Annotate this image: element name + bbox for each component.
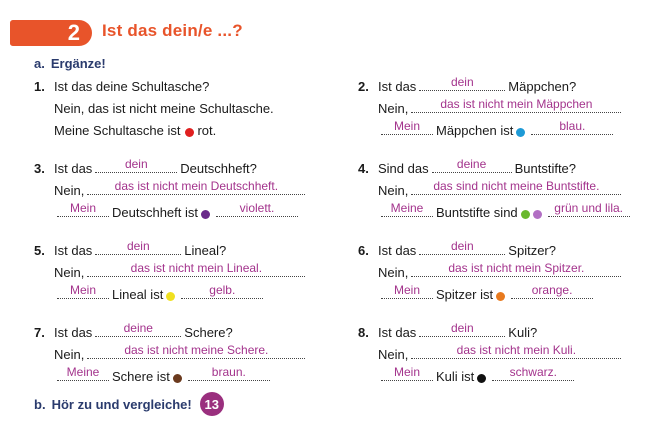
question-line bbox=[34, 322, 233, 340]
color-dot bbox=[185, 128, 194, 137]
question-line bbox=[34, 240, 226, 258]
fill-blank-color[interactable]: schwarz. bbox=[492, 365, 574, 381]
nein-text: Nein, bbox=[378, 265, 409, 280]
question-text: Ist das bbox=[54, 325, 93, 340]
fill-blank-answer[interactable]: das ist nicht mein Mäppchen bbox=[411, 97, 621, 113]
color-line bbox=[54, 366, 273, 384]
fill-blank-color[interactable]: orange. bbox=[511, 283, 593, 299]
color-dot bbox=[201, 210, 210, 219]
fill-blank-possessive[interactable]: Mein bbox=[381, 283, 433, 299]
fill-blank-possessive[interactable]: Mein bbox=[57, 201, 109, 217]
question-line bbox=[358, 158, 576, 176]
answer-line bbox=[54, 180, 308, 198]
audio-track-badge[interactable]: 13 bbox=[200, 392, 224, 416]
fill-blank-possessive[interactable]: dein bbox=[419, 321, 505, 337]
fill-blank-color[interactable]: braun. bbox=[188, 365, 270, 381]
color-sentence: Mäppchen ist bbox=[436, 123, 514, 138]
color-sentence: Buntstifte sind bbox=[436, 205, 518, 220]
color-sentence: Kuli ist bbox=[436, 369, 475, 384]
nein-text: Nein, bbox=[54, 347, 85, 362]
fill-blank-color[interactable]: gelb. bbox=[181, 283, 263, 299]
section-b-label: b. bbox=[34, 396, 46, 412]
question-line bbox=[34, 158, 257, 176]
question-text: Ist das deine Schultasche? bbox=[54, 79, 210, 94]
section-a-heading bbox=[34, 56, 106, 71]
question-noun: Buntstifte? bbox=[514, 161, 577, 176]
color-line bbox=[378, 284, 596, 302]
fill-blank-answer[interactable]: das ist nicht mein Spitzer. bbox=[411, 261, 621, 277]
exercise-number: 8. bbox=[358, 325, 369, 340]
answer-line bbox=[54, 262, 308, 280]
fill-blank-answer[interactable]: das sind nicht meine Buntstifte. bbox=[411, 179, 621, 195]
nein-text: Nein, bbox=[378, 347, 409, 362]
question-noun: Schere? bbox=[184, 325, 233, 340]
fill-blank-color[interactable]: grün und lila. bbox=[548, 201, 630, 217]
exercise-number-badge: 2 bbox=[10, 20, 92, 46]
color-line bbox=[378, 202, 633, 220]
question-noun: Mäppchen? bbox=[508, 79, 577, 94]
color-word: rot. bbox=[197, 123, 217, 138]
fill-blank-possessive[interactable]: Mein bbox=[57, 283, 109, 299]
color-sentence: Deutschheft ist bbox=[112, 205, 198, 220]
color-sentence: Schere ist bbox=[112, 369, 170, 384]
exercise-header bbox=[10, 18, 340, 48]
question-noun: Deutschheft? bbox=[180, 161, 257, 176]
section-b-text: Hör zu und vergleiche! bbox=[51, 396, 192, 412]
color-dot bbox=[521, 210, 530, 219]
question-line bbox=[358, 240, 556, 258]
question-line bbox=[358, 76, 576, 94]
question-text: Ist das bbox=[54, 243, 93, 258]
answer-line bbox=[378, 262, 624, 280]
fill-blank-possessive[interactable]: Meine bbox=[57, 365, 109, 381]
answer-text: Nein, das ist nicht meine Schultasche. bbox=[54, 101, 274, 116]
color-dot bbox=[496, 292, 505, 301]
fill-blank-possessive[interactable]: dein bbox=[95, 157, 177, 173]
exercise-number: 3. bbox=[34, 161, 45, 176]
fill-blank-answer[interactable]: das ist nicht mein Kuli. bbox=[411, 343, 621, 359]
section-a-label: a. bbox=[34, 56, 45, 71]
nein-text: Nein, bbox=[378, 183, 409, 198]
nein-text: Nein, bbox=[54, 265, 85, 280]
fill-blank-answer[interactable]: das ist nicht mein Deutschheft. bbox=[87, 179, 305, 195]
color-sentence: Spitzer ist bbox=[436, 287, 494, 302]
question-line bbox=[358, 322, 537, 340]
color-line bbox=[378, 366, 577, 384]
color-sentence: Lineal ist bbox=[112, 287, 164, 302]
section-b-heading bbox=[34, 392, 224, 416]
question-text: Ist das bbox=[378, 243, 417, 258]
nein-text: Nein, bbox=[54, 183, 85, 198]
color-dot bbox=[477, 374, 486, 383]
answer-line bbox=[378, 98, 624, 116]
section-a-text: Ergänze! bbox=[50, 56, 106, 71]
fill-blank-color[interactable]: blau. bbox=[531, 119, 613, 135]
fill-blank-possessive[interactable]: dein bbox=[419, 239, 505, 255]
question-noun: Spitzer? bbox=[508, 243, 556, 258]
fill-blank-answer[interactable]: das ist nicht mein Lineal. bbox=[87, 261, 305, 277]
color-line bbox=[54, 284, 266, 302]
fill-blank-possessive[interactable]: dein bbox=[419, 75, 505, 91]
color-dot bbox=[533, 210, 542, 219]
exercise-number: 7. bbox=[34, 325, 45, 340]
exercise-number: 1. bbox=[34, 79, 45, 94]
fill-blank-possessive[interactable]: Mein bbox=[381, 365, 433, 381]
fill-blank-possessive[interactable]: Mein bbox=[381, 119, 433, 135]
exercise-number: 6. bbox=[358, 243, 369, 258]
color-dot bbox=[166, 292, 175, 301]
fill-blank-possessive[interactable]: dein bbox=[95, 239, 181, 255]
question-noun: Lineal? bbox=[184, 243, 227, 258]
exercise-number: 4. bbox=[358, 161, 369, 176]
answer-line bbox=[378, 180, 624, 198]
question-text: Ist das bbox=[378, 325, 417, 340]
answer-line bbox=[378, 344, 624, 362]
question-text: Ist das bbox=[54, 161, 93, 176]
fill-blank-possessive[interactable]: deine bbox=[95, 321, 181, 337]
exercise-title: Ist das dein/e ...? bbox=[102, 21, 243, 40]
color-line bbox=[378, 120, 616, 138]
fill-blank-answer[interactable]: das ist nicht meine Schere. bbox=[87, 343, 305, 359]
fill-blank-possessive[interactable]: deine bbox=[432, 157, 512, 173]
question-text: Sind das bbox=[378, 161, 429, 176]
question-noun: Kuli? bbox=[508, 325, 538, 340]
exercise-number: 5. bbox=[34, 243, 45, 258]
exercise-number: 2. bbox=[358, 79, 369, 94]
question-line bbox=[34, 76, 209, 94]
color-dot bbox=[516, 128, 525, 137]
question-text: Ist das bbox=[378, 79, 417, 94]
color-dot bbox=[173, 374, 182, 383]
nein-text: Nein, bbox=[378, 101, 409, 116]
color-sentence: Meine Schultasche ist bbox=[54, 123, 181, 138]
color-line bbox=[54, 120, 216, 138]
fill-blank-possessive[interactable]: Meine bbox=[381, 201, 433, 217]
fill-blank-color[interactable]: violett. bbox=[216, 201, 298, 217]
answer-line bbox=[54, 344, 308, 362]
answer-line bbox=[54, 98, 274, 116]
color-line bbox=[54, 202, 301, 220]
